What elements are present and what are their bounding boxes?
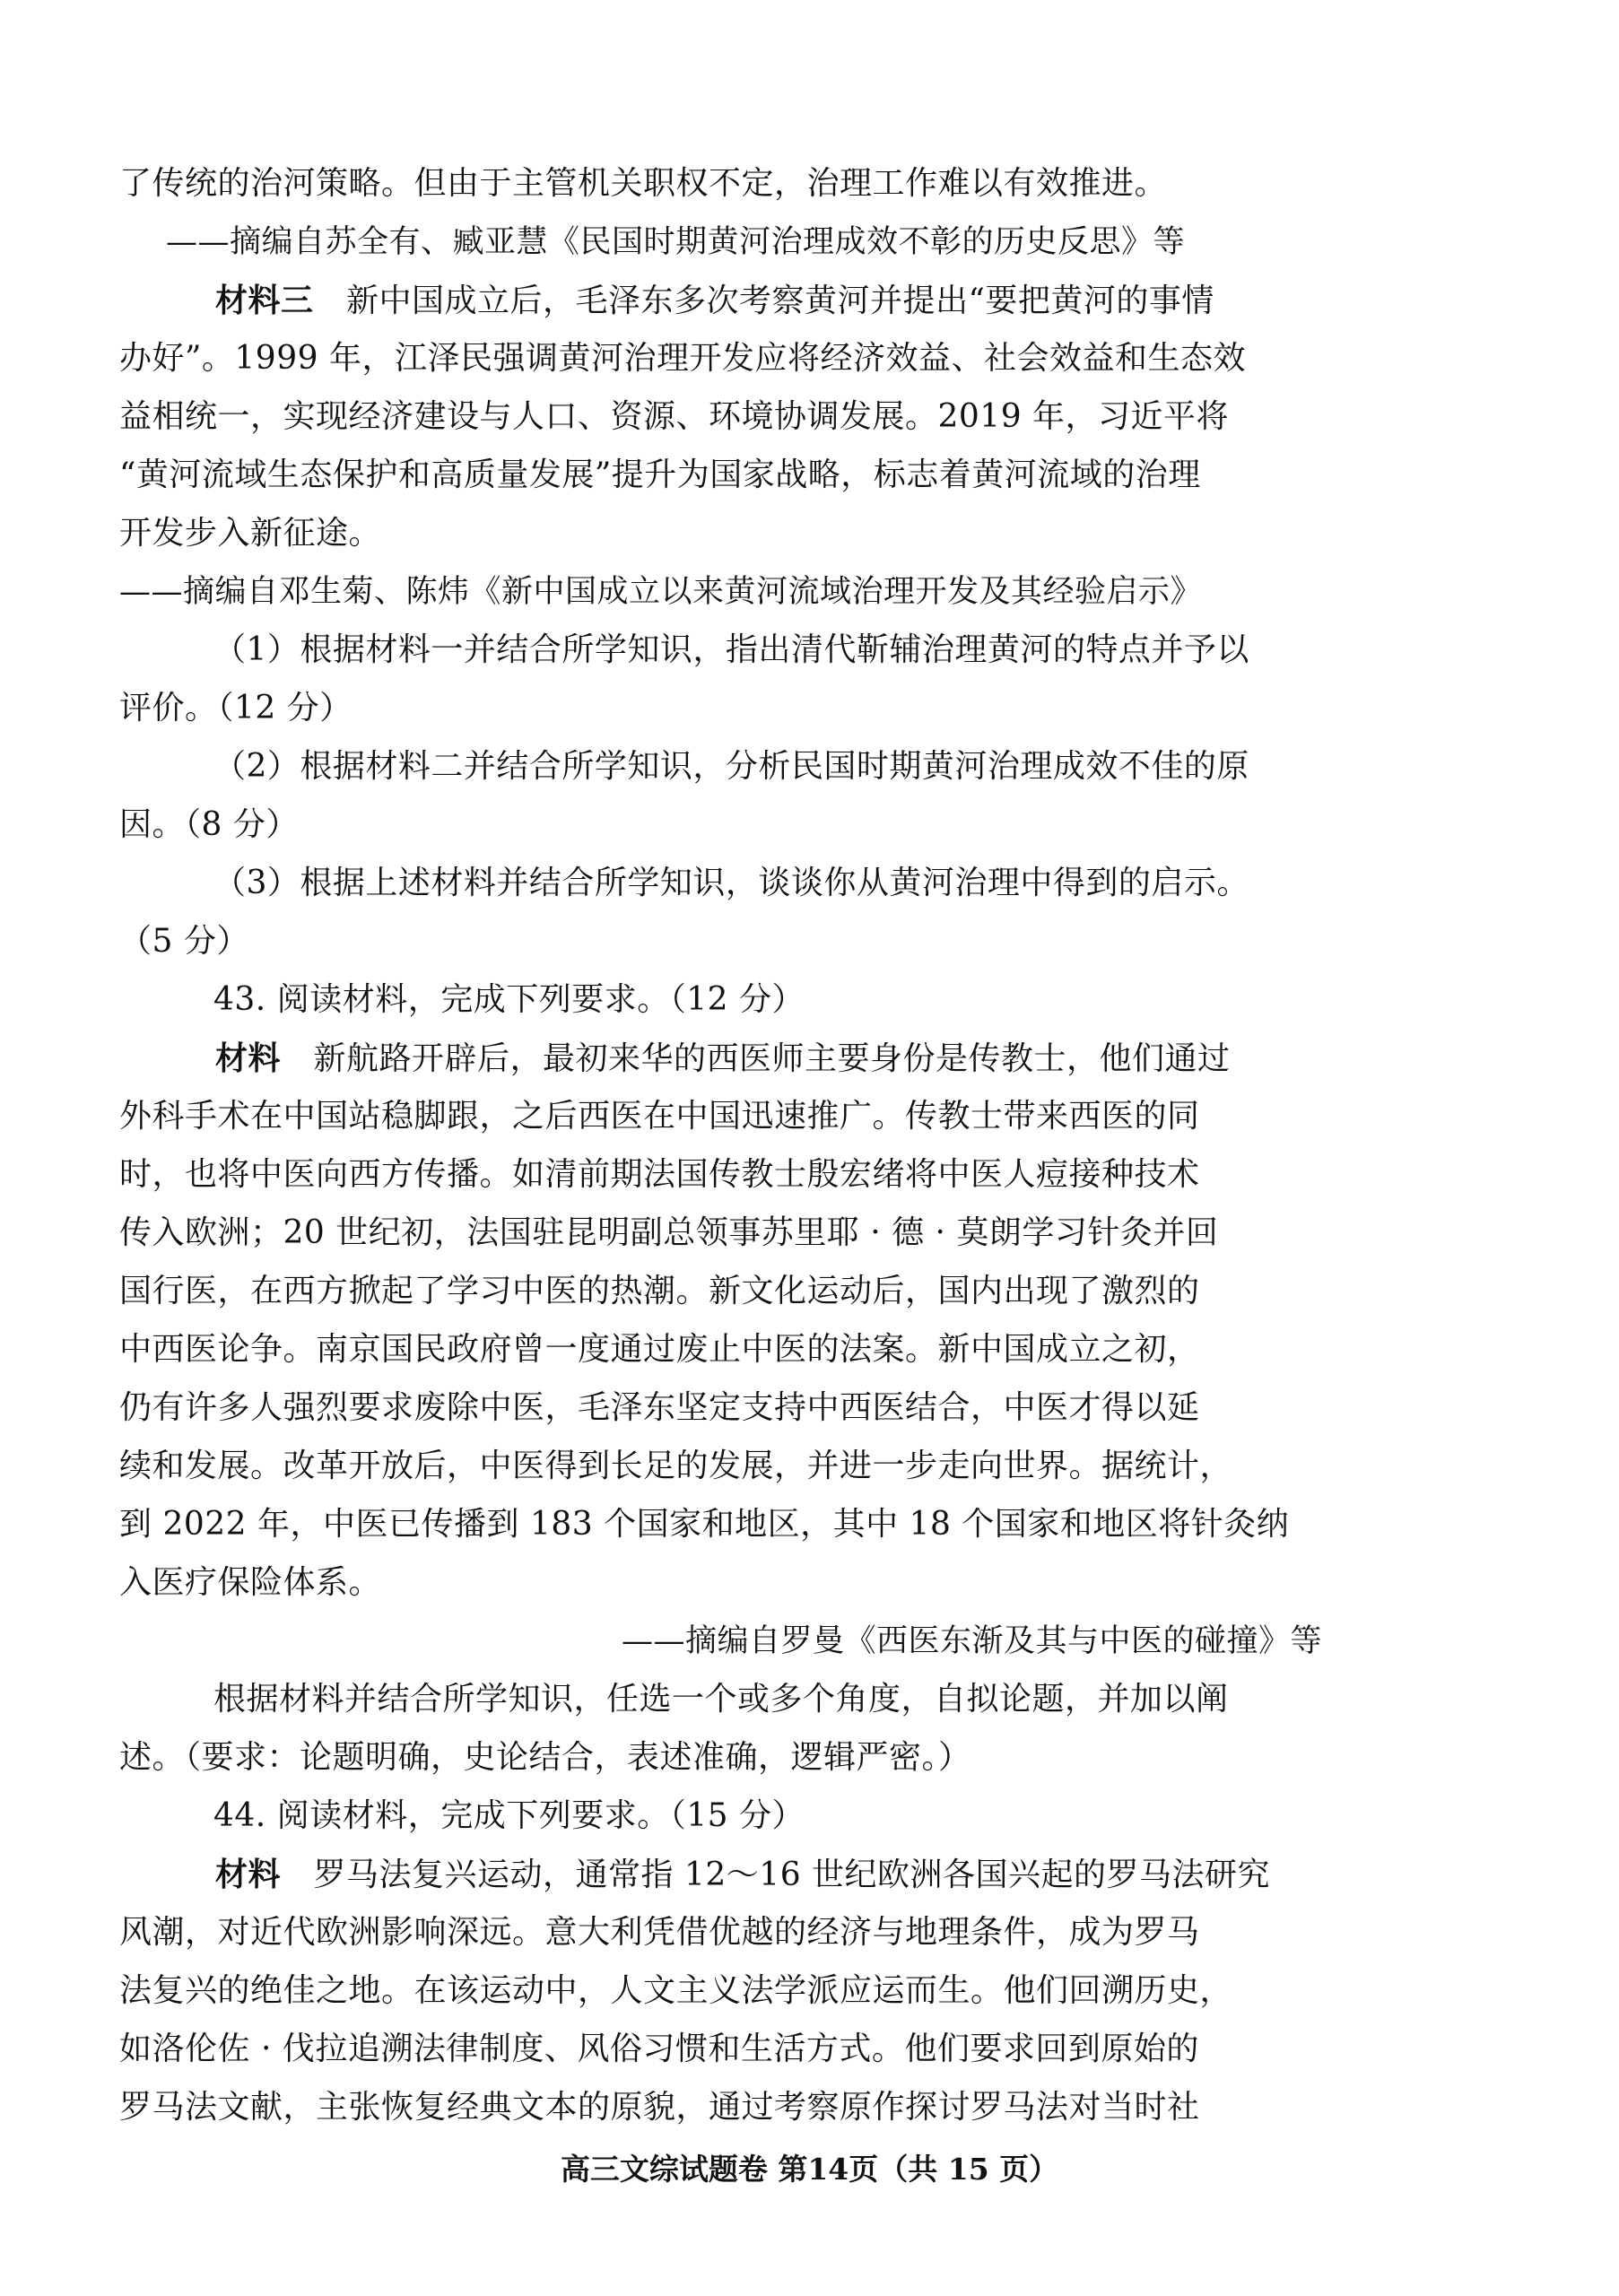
q44-material-line-5: 罗马法文献，主张恢复经典文本的原貌，通过考察原作探讨罗马法对当时社: [119, 2089, 1200, 2126]
q43-material-line-8: 续和发展。改革开放后，中医得到长足的发展，并进一步走向世界。据统计，: [119, 1448, 1233, 1484]
q44-material-line-3: 法复兴的绝佳之地。在该运动中，人文主义法学派应运而生。他们回溯历史，: [119, 1972, 1233, 2009]
q43-material-line-4: 传入欧洲；20 世纪初，法国驻昆明副总领事苏里耶 · 德 · 莫朗学习针灸并回: [119, 1214, 1219, 1251]
q43-material-line-2: 外科手术在中国站稳脚跟，之后西医在中国迅速推广。传教士带来西医的同: [119, 1098, 1200, 1135]
material-three-line-1: [215, 278, 1214, 324]
q43-heading: 43. 阅读材料，完成下列要求。（12 分）: [213, 981, 805, 1018]
q43-task-line-1: 根据材料并结合所学知识，任选一个或多个角度，自拟论题，并加以阐: [213, 1681, 1229, 1718]
q44-heading: 44. 阅读材料，完成下列要求。（15 分）: [213, 1797, 805, 1834]
material-three-source: ——摘编自邓生菊、陈炜《新中国成立以来黄河流域治理开发及其经验启示》: [119, 574, 1203, 610]
material-three-text-1: 新中国成立后，毛泽东多次考察黄河并提出“要把黄河的事情: [346, 283, 1214, 319]
material-three-label: 材料三: [215, 282, 314, 319]
material-three-line-2: 办好”。1999 年，江泽民强调黄河治理开发应将经济效益、社会效益和生态效: [119, 340, 1246, 377]
q43-material-line-1: [215, 1036, 1231, 1082]
q42-sub2-line-2: 因。（8 分）: [119, 806, 299, 843]
q44-material-line-1: [215, 1852, 1270, 1898]
passage-two-source: ——摘编自苏全有、臧亚慧《民国时期黄河治理成效不彰的历史反思》等: [166, 224, 1186, 260]
q44-material-text-1: 罗马法复兴运动，通常指 12～16 世纪欧洲各国兴起的罗马法研究: [313, 1857, 1271, 1893]
q44-material-label: 材料: [215, 1856, 282, 1893]
q44-material-line-4: 如洛伦佐 · 伐拉追溯法律制度、风俗习惯和生活方式。他们要求回到原始的: [119, 2031, 1199, 2067]
q42-sub2-line-1: （2）根据材料二并结合所学知识，分析民国时期黄河治理成效不佳的原: [213, 748, 1249, 785]
q43-task-line-2: 述。（要求：论题明确，史论结合，表述准确，逻辑严密。）: [119, 1739, 971, 1776]
q43-material-label: 材料: [215, 1039, 282, 1077]
q43-source: ——摘编自罗曼《西医东渐及其与中医的碰撞》等: [622, 1623, 1323, 1659]
q43-material-line-7: 仍有许多人强烈要求废除中医，毛泽东坚定支持中西医结合，中医才得以延: [119, 1389, 1200, 1426]
q43-material-line-10: 入医疗保险体系。: [119, 1564, 382, 1601]
material-three-line-4: “黄河流域生态保护和高质量发展”提升为国家战略，标志着黄河流域的治理: [119, 457, 1201, 493]
q42-sub3-line-2: （5 分）: [119, 923, 249, 960]
material-three-line-5: 开发步入新征途。: [119, 515, 382, 552]
q42-sub1-line-2: 评价。（12 分）: [119, 690, 353, 726]
material-three-line-3: 益相统一，实现经济建设与人口、资源、环境协调发展。2019 年，习近平将: [119, 398, 1230, 435]
q44-material-line-2: 风潮，对近代欧洲影响深远。意大利凭借优越的经济与地理条件，成为罗马: [119, 1914, 1200, 1951]
passage-two-last-line: 了传统的治河策略。但由于主管机关职权不定，治理工作难以有效推进。: [119, 165, 1168, 202]
q43-material-text-1: 新航路开辟后，最初来华的西医师主要身份是传教士，他们通过: [313, 1040, 1231, 1077]
page-footer: 高三文综试题卷 第14页（共 15 页）: [560, 2152, 1059, 2187]
q42-sub1-line-1: （1）根据材料一并结合所学知识，指出清代靳辅治理黄河的特点并予以: [213, 631, 1249, 668]
q43-material-line-3: 时，也将中医向西方传播。如清前期法国传教士殷宏绪将中医人痘接种技术: [119, 1156, 1200, 1193]
q43-material-line-9: 到 2022 年，中医已传播到 183 个国家和地区，其中 18 个国家和地区将针灸纳: [119, 1506, 1290, 1543]
q42-sub3-line-1: （3）根据上述材料并结合所学知识，谈谈你从黄河治理中得到的启示。: [213, 865, 1249, 901]
q43-material-line-5: 国行医，在西方掀起了学习中医的热潮。新文化运动后，国内出现了激烈的: [119, 1273, 1200, 1309]
q43-material-line-6: 中西医论争。南京国民政府曾一度通过废止中医的法案。新中国成立之初，: [119, 1331, 1200, 1368]
